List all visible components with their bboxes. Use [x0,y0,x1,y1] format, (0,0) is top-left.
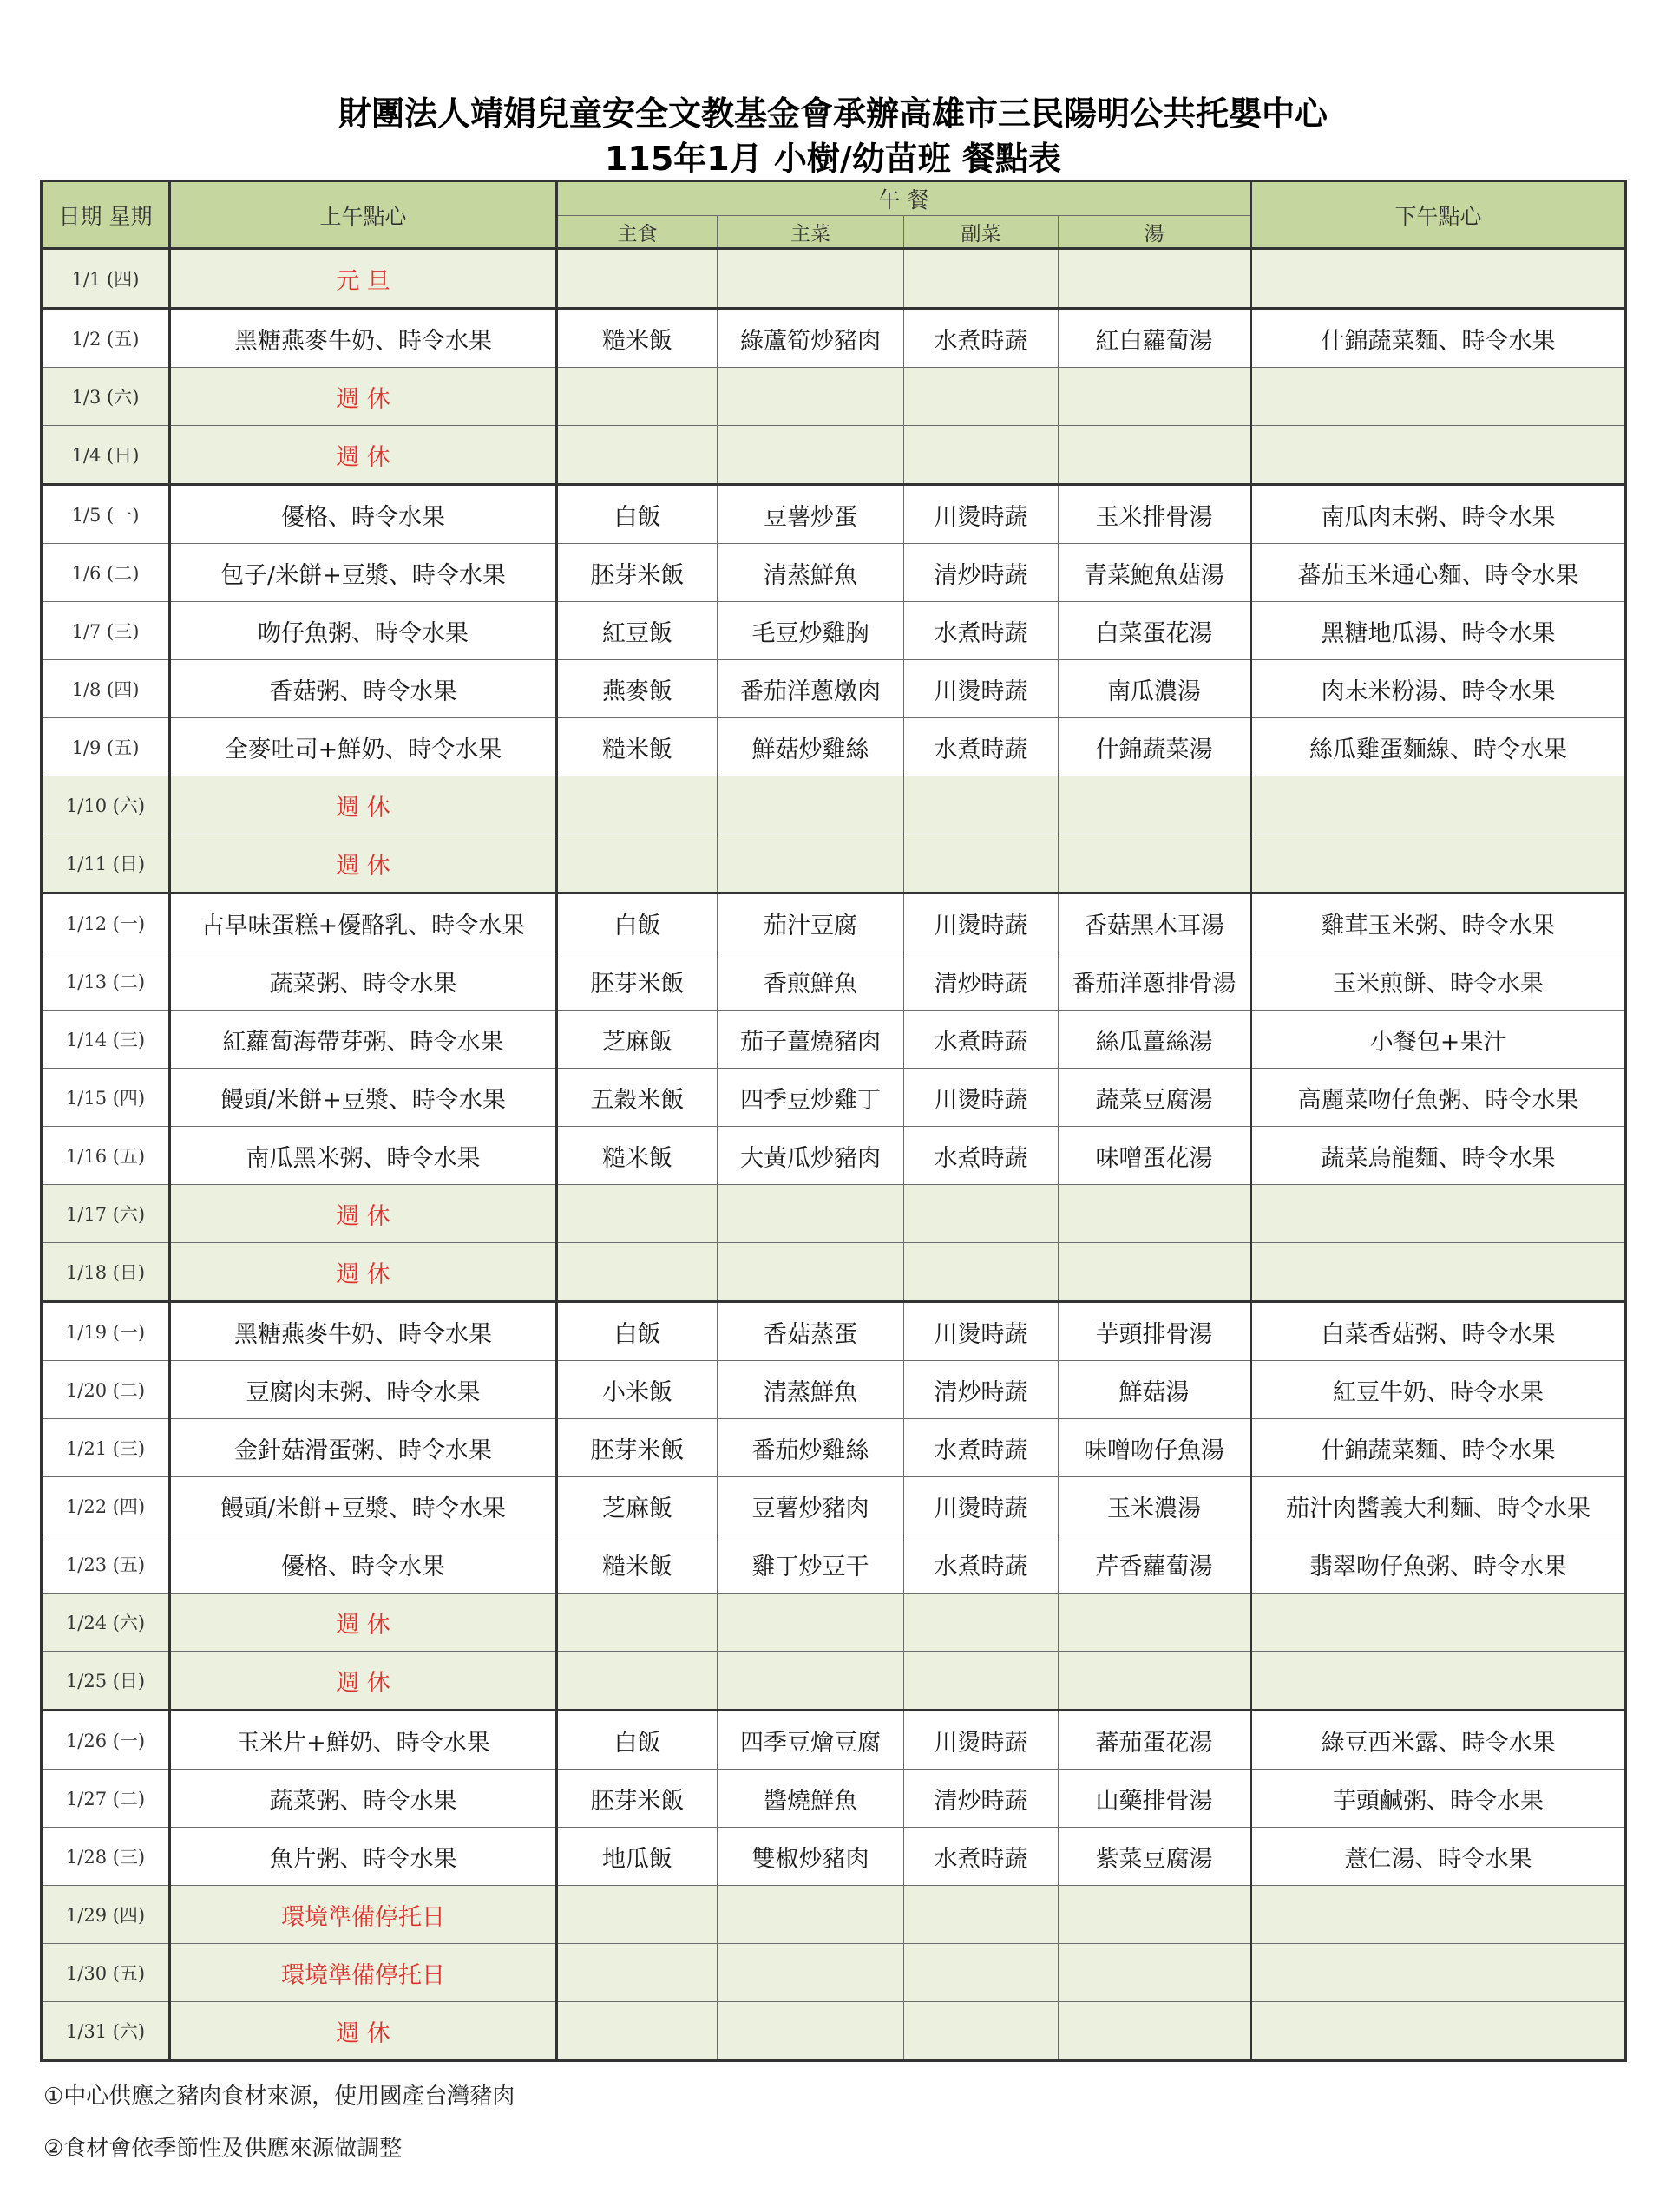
afternoon-snack-cell: 小餐包+果汁 [1251,1011,1626,1069]
staple-cell [557,1652,718,1711]
side-dish-cell [904,426,1059,485]
morning-snack-cell: 豆腐肉末粥、時令水果 [170,1361,557,1419]
soup-cell: 芋頭排骨湯 [1059,1302,1251,1361]
staple-cell [557,776,718,834]
afternoon-snack-cell [1251,1594,1626,1652]
table-row [42,893,1626,952]
morning-snack-cell: 金針菇滑蛋粥、時令水果 [170,1419,557,1477]
main-dish-cell: 茄子薑燒豬肉 [718,1011,904,1069]
soup-cell [1059,1594,1251,1652]
soup-cell: 紫菜豆腐湯 [1059,1828,1251,1886]
footnotes [43,2075,515,2179]
morning-snack-cell: 週 休 [170,1594,557,1652]
side-dish-cell [904,1944,1059,2002]
afternoon-snack-cell: 南瓜肉末粥、時令水果 [1251,485,1626,544]
afternoon-snack-cell: 茄汁肉醬義大利麵、時令水果 [1251,1477,1626,1535]
afternoon-snack-cell: 蕃茄玉米通心麵、時令水果 [1251,544,1626,602]
table-row [42,1185,1626,1243]
table-row [42,602,1626,660]
main-dish-cell: 番茄洋蔥燉肉 [718,660,904,718]
staple-cell: 糙米飯 [557,718,718,776]
soup-cell: 味噌吻仔魚湯 [1059,1419,1251,1477]
date-cell: 1/2 (五) [42,309,170,368]
side-dish-cell [904,776,1059,834]
afternoon-snack-cell [1251,1886,1626,1944]
staple-cell: 胚芽米飯 [557,1770,718,1828]
staple-cell: 胚芽米飯 [557,1419,718,1477]
soup-cell [1059,776,1251,834]
afternoon-snack-cell [1251,776,1626,834]
side-dish-cell: 川燙時蔬 [904,1069,1059,1127]
main-dish-cell [718,1594,904,1652]
date-cell: 1/7 (三) [42,602,170,660]
morning-snack-cell: 週 休 [170,1652,557,1711]
soup-cell: 什錦蔬菜湯 [1059,718,1251,776]
staple-cell [557,1185,718,1243]
date-cell: 1/26 (一) [42,1711,170,1770]
soup-cell: 芹香蘿蔔湯 [1059,1535,1251,1594]
morning-snack-cell: 紅蘿蔔海帶芽粥、時令水果 [170,1011,557,1069]
side-dish-cell: 水煮時蔬 [904,309,1059,368]
afternoon-snack-cell: 高麗菜吻仔魚粥、時令水果 [1251,1069,1626,1127]
staple-cell [557,426,718,485]
side-dish-cell [904,368,1059,426]
header-morning-snack: 上午點心 [170,181,557,249]
table-row [42,776,1626,834]
staple-cell [557,1944,718,2002]
date-cell: 1/21 (三) [42,1419,170,1477]
morning-snack-cell: 蔬菜粥、時令水果 [170,952,557,1011]
table-row [42,249,1626,309]
afternoon-snack-cell [1251,1652,1626,1711]
soup-cell [1059,249,1251,309]
main-dish-cell: 四季豆燴豆腐 [718,1711,904,1770]
main-dish-cell: 醬燒鮮魚 [718,1770,904,1828]
morning-snack-cell: 週 休 [170,834,557,893]
soup-cell [1059,1185,1251,1243]
date-cell: 1/31 (六) [42,2002,170,2061]
afternoon-snack-cell [1251,1185,1626,1243]
table-row [42,368,1626,426]
staple-cell [557,1243,718,1302]
table-row [42,1011,1626,1069]
morning-snack-cell: 南瓜黑米粥、時令水果 [170,1127,557,1185]
soup-cell [1059,834,1251,893]
side-dish-cell [904,1886,1059,1944]
afternoon-snack-cell: 綠豆西米露、時令水果 [1251,1711,1626,1770]
soup-cell [1059,2002,1251,2061]
table-row [42,660,1626,718]
main-dish-cell: 綠蘆筍炒豬肉 [718,309,904,368]
soup-cell: 香菇黑木耳湯 [1059,893,1251,952]
header-side-dish: 副菜 [904,216,1059,249]
date-cell: 1/10 (六) [42,776,170,834]
staple-cell: 胚芽米飯 [557,544,718,602]
soup-cell [1059,368,1251,426]
soup-cell [1059,1886,1251,1944]
table-row [42,309,1626,368]
afternoon-snack-cell: 雞茸玉米粥、時令水果 [1251,893,1626,952]
main-dish-cell: 豆薯炒蛋 [718,485,904,544]
side-dish-cell [904,249,1059,309]
staple-cell [557,368,718,426]
main-dish-cell [718,1944,904,2002]
afternoon-snack-cell [1251,426,1626,485]
table-row [42,1711,1626,1770]
soup-cell: 鮮菇湯 [1059,1361,1251,1419]
date-cell: 1/19 (一) [42,1302,170,1361]
main-dish-cell [718,368,904,426]
soup-cell [1059,426,1251,485]
date-cell: 1/13 (二) [42,952,170,1011]
morning-snack-cell: 饅頭/米餅+豆漿、時令水果 [170,1069,557,1127]
date-cell: 1/14 (三) [42,1011,170,1069]
table-row [42,1419,1626,1477]
table-row [42,1944,1626,2002]
side-dish-cell: 清炒時蔬 [904,544,1059,602]
afternoon-snack-cell [1251,368,1626,426]
afternoon-snack-cell: 翡翠吻仔魚粥、時令水果 [1251,1535,1626,1594]
staple-cell [557,249,718,309]
date-cell: 1/30 (五) [42,1944,170,2002]
main-dish-cell: 清蒸鮮魚 [718,1361,904,1419]
date-cell: 1/17 (六) [42,1185,170,1243]
header-staple: 主食 [557,216,718,249]
staple-cell: 白飯 [557,1302,718,1361]
date-cell: 1/28 (三) [42,1828,170,1886]
side-dish-cell: 川燙時蔬 [904,893,1059,952]
soup-cell: 絲瓜薑絲湯 [1059,1011,1251,1069]
morning-snack-cell: 元 旦 [170,249,557,309]
soup-cell: 南瓜濃湯 [1059,660,1251,718]
side-dish-cell [904,1185,1059,1243]
side-dish-cell: 川燙時蔬 [904,485,1059,544]
side-dish-cell: 水煮時蔬 [904,1535,1059,1594]
date-cell: 1/24 (六) [42,1594,170,1652]
afternoon-snack-cell [1251,834,1626,893]
table-row [42,1652,1626,1711]
main-dish-cell [718,249,904,309]
table-row [42,1243,1626,1302]
table-row [42,1886,1626,1944]
side-dish-cell [904,1594,1059,1652]
main-dish-cell: 毛豆炒雞胸 [718,602,904,660]
main-dish-cell [718,1185,904,1243]
afternoon-snack-cell: 什錦蔬菜麵、時令水果 [1251,1419,1626,1477]
main-dish-cell: 鮮菇炒雞絲 [718,718,904,776]
table-row [42,1302,1626,1361]
date-cell: 1/4 (日) [42,426,170,485]
date-cell: 1/6 (二) [42,544,170,602]
soup-cell [1059,1944,1251,2002]
afternoon-snack-cell [1251,2002,1626,2061]
afternoon-snack-cell: 蔬菜烏龍麵、時令水果 [1251,1127,1626,1185]
side-dish-cell [904,1652,1059,1711]
morning-snack-cell: 優格、時令水果 [170,485,557,544]
table-row [42,544,1626,602]
afternoon-snack-cell: 白菜香菇粥、時令水果 [1251,1302,1626,1361]
side-dish-cell: 清炒時蔬 [904,1770,1059,1828]
date-cell: 1/3 (六) [42,368,170,426]
side-dish-cell: 川燙時蔬 [904,1711,1059,1770]
morning-snack-cell: 週 休 [170,776,557,834]
soup-cell: 玉米濃湯 [1059,1477,1251,1535]
morning-snack-cell: 香菇粥、時令水果 [170,660,557,718]
main-dish-cell [718,2002,904,2061]
date-cell: 1/25 (日) [42,1652,170,1711]
side-dish-cell: 水煮時蔬 [904,602,1059,660]
main-dish-cell: 雙椒炒豬肉 [718,1828,904,1886]
table-row [42,1594,1626,1652]
page-title: 財團法人靖娟兒童安全文教基金會承辦高雄市三民陽明公共托嬰中心 [338,95,1328,133]
note-seasonal: ②食材會依季節性及供應來源做調整 [43,2136,403,2162]
morning-snack-cell: 黑糖燕麥牛奶、時令水果 [170,1302,557,1361]
main-dish-cell: 茄汁豆腐 [718,893,904,952]
morning-snack-cell: 環境準備停托日 [170,1886,557,1944]
side-dish-cell: 清炒時蔬 [904,1361,1059,1419]
table-row [42,1361,1626,1419]
side-dish-cell: 川燙時蔬 [904,660,1059,718]
page-subtitle: 115年1月 小樹/幼苗班 餐點表 [604,140,1062,178]
table-row [42,952,1626,1011]
afternoon-snack-cell: 黑糖地瓜湯、時令水果 [1251,602,1626,660]
staple-cell: 白飯 [557,1711,718,1770]
staple-cell [557,834,718,893]
soup-cell: 味噌蛋花湯 [1059,1127,1251,1185]
main-dish-cell: 香煎鮮魚 [718,952,904,1011]
side-dish-cell: 清炒時蔬 [904,952,1059,1011]
main-dish-cell [718,1652,904,1711]
morning-snack-cell: 黑糖燕麥牛奶、時令水果 [170,309,557,368]
table-row [42,485,1626,544]
date-cell: 1/22 (四) [42,1477,170,1535]
side-dish-cell: 水煮時蔬 [904,718,1059,776]
table-row [42,1770,1626,1828]
staple-cell: 芝麻飯 [557,1477,718,1535]
header-afternoon-snack: 下午點心 [1251,181,1626,249]
morning-snack-cell: 全麥吐司+鮮奶、時令水果 [170,718,557,776]
afternoon-snack-cell [1251,1944,1626,2002]
staple-cell: 五穀米飯 [557,1069,718,1127]
soup-cell: 番茄洋蔥排骨湯 [1059,952,1251,1011]
afternoon-snack-cell [1251,249,1626,309]
staple-cell: 地瓜飯 [557,1828,718,1886]
staple-cell: 胚芽米飯 [557,952,718,1011]
header-date: 日期 星期 [42,181,170,249]
afternoon-snack-cell [1251,1243,1626,1302]
side-dish-cell [904,2002,1059,2061]
staple-cell: 紅豆飯 [557,602,718,660]
header-soup: 湯 [1059,216,1251,249]
date-cell: 1/5 (一) [42,485,170,544]
soup-cell: 蕃茄蛋花湯 [1059,1711,1251,1770]
table-row [42,1069,1626,1127]
side-dish-cell: 川燙時蔬 [904,1302,1059,1361]
side-dish-cell [904,834,1059,893]
morning-snack-cell: 包子/米餅+豆漿、時令水果 [170,544,557,602]
main-dish-cell [718,834,904,893]
staple-cell: 小米飯 [557,1361,718,1419]
staple-cell: 糙米飯 [557,309,718,368]
staple-cell [557,1594,718,1652]
date-cell: 1/11 (日) [42,834,170,893]
main-dish-cell [718,426,904,485]
main-dish-cell: 大黃瓜炒豬肉 [718,1127,904,1185]
date-cell: 1/12 (一) [42,893,170,952]
afternoon-snack-cell: 薏仁湯、時令水果 [1251,1828,1626,1886]
afternoon-snack-cell: 絲瓜雞蛋麵線、時令水果 [1251,718,1626,776]
date-cell: 1/9 (五) [42,718,170,776]
date-cell: 1/18 (日) [42,1243,170,1302]
table-row [42,718,1626,776]
main-dish-cell: 四季豆炒雞丁 [718,1069,904,1127]
staple-cell [557,1886,718,1944]
staple-cell: 白飯 [557,893,718,952]
afternoon-snack-cell: 肉末米粉湯、時令水果 [1251,660,1626,718]
main-dish-cell: 清蒸鮮魚 [718,544,904,602]
date-cell: 1/23 (五) [42,1535,170,1594]
date-cell: 1/8 (四) [42,660,170,718]
date-cell: 1/1 (四) [42,249,170,309]
morning-snack-cell: 吻仔魚粥、時令水果 [170,602,557,660]
main-dish-cell [718,1886,904,1944]
staple-cell: 白飯 [557,485,718,544]
soup-cell: 青菜鮑魚菇湯 [1059,544,1251,602]
meal-table [40,180,1627,2062]
header-main-dish: 主菜 [718,216,904,249]
staple-cell [557,2002,718,2061]
morning-snack-cell: 週 休 [170,1243,557,1302]
staple-cell: 燕麥飯 [557,660,718,718]
soup-cell: 蔬菜豆腐湯 [1059,1069,1251,1127]
main-dish-cell: 雞丁炒豆干 [718,1535,904,1594]
morning-snack-cell: 古早味蛋糕+優酪乳、時令水果 [170,893,557,952]
date-cell: 1/27 (二) [42,1770,170,1828]
soup-cell [1059,1243,1251,1302]
side-dish-cell: 水煮時蔬 [904,1828,1059,1886]
date-cell: 1/20 (二) [42,1361,170,1419]
afternoon-snack-cell: 紅豆牛奶、時令水果 [1251,1361,1626,1419]
soup-cell: 玉米排骨湯 [1059,485,1251,544]
morning-snack-cell: 環境準備停托日 [170,1944,557,2002]
main-dish-cell: 豆薯炒豬肉 [718,1477,904,1535]
table-row [42,834,1626,893]
side-dish-cell: 水煮時蔬 [904,1127,1059,1185]
soup-cell: 白菜蛋花湯 [1059,602,1251,660]
soup-cell: 山藥排骨湯 [1059,1770,1251,1828]
morning-snack-cell: 週 休 [170,2002,557,2061]
morning-snack-cell: 週 休 [170,1185,557,1243]
soup-cell [1059,1652,1251,1711]
morning-snack-cell: 魚片粥、時令水果 [170,1828,557,1886]
morning-snack-cell: 週 休 [170,368,557,426]
table-row [42,2002,1626,2061]
table-row [42,1477,1626,1535]
morning-snack-cell: 饅頭/米餅+豆漿、時令水果 [170,1477,557,1535]
morning-snack-cell: 蔬菜粥、時令水果 [170,1770,557,1828]
side-dish-cell: 水煮時蔬 [904,1419,1059,1477]
date-cell: 1/15 (四) [42,1069,170,1127]
staple-cell: 糙米飯 [557,1535,718,1594]
side-dish-cell: 水煮時蔬 [904,1011,1059,1069]
table-row [42,1127,1626,1185]
staple-cell: 糙米飯 [557,1127,718,1185]
date-cell: 1/16 (五) [42,1127,170,1185]
soup-cell: 紅白蘿蔔湯 [1059,309,1251,368]
side-dish-cell: 川燙時蔬 [904,1477,1059,1535]
meal-rows [42,249,1626,2061]
table-row [42,1535,1626,1594]
note-pork-source: ①中心供應之豬肉食材來源，使用國產台灣豬肉 [43,2084,515,2110]
morning-snack-cell: 玉米片+鮮奶、時令水果 [170,1711,557,1770]
main-dish-cell: 香菇蒸蛋 [718,1302,904,1361]
table-row [42,426,1626,485]
side-dish-cell [904,1243,1059,1302]
morning-snack-cell: 週 休 [170,426,557,485]
afternoon-snack-cell: 什錦蔬菜麵、時令水果 [1251,309,1626,368]
table-row [42,1828,1626,1886]
main-dish-cell [718,1243,904,1302]
main-dish-cell [718,776,904,834]
afternoon-snack-cell: 玉米煎餅、時令水果 [1251,952,1626,1011]
staple-cell: 芝麻飯 [557,1011,718,1069]
main-dish-cell: 番茄炒雞絲 [718,1419,904,1477]
header-lunch: 午 餐 [557,181,1251,216]
afternoon-snack-cell: 芋頭鹹粥、時令水果 [1251,1770,1626,1828]
morning-snack-cell: 優格、時令水果 [170,1535,557,1594]
date-cell: 1/29 (四) [42,1886,170,1944]
